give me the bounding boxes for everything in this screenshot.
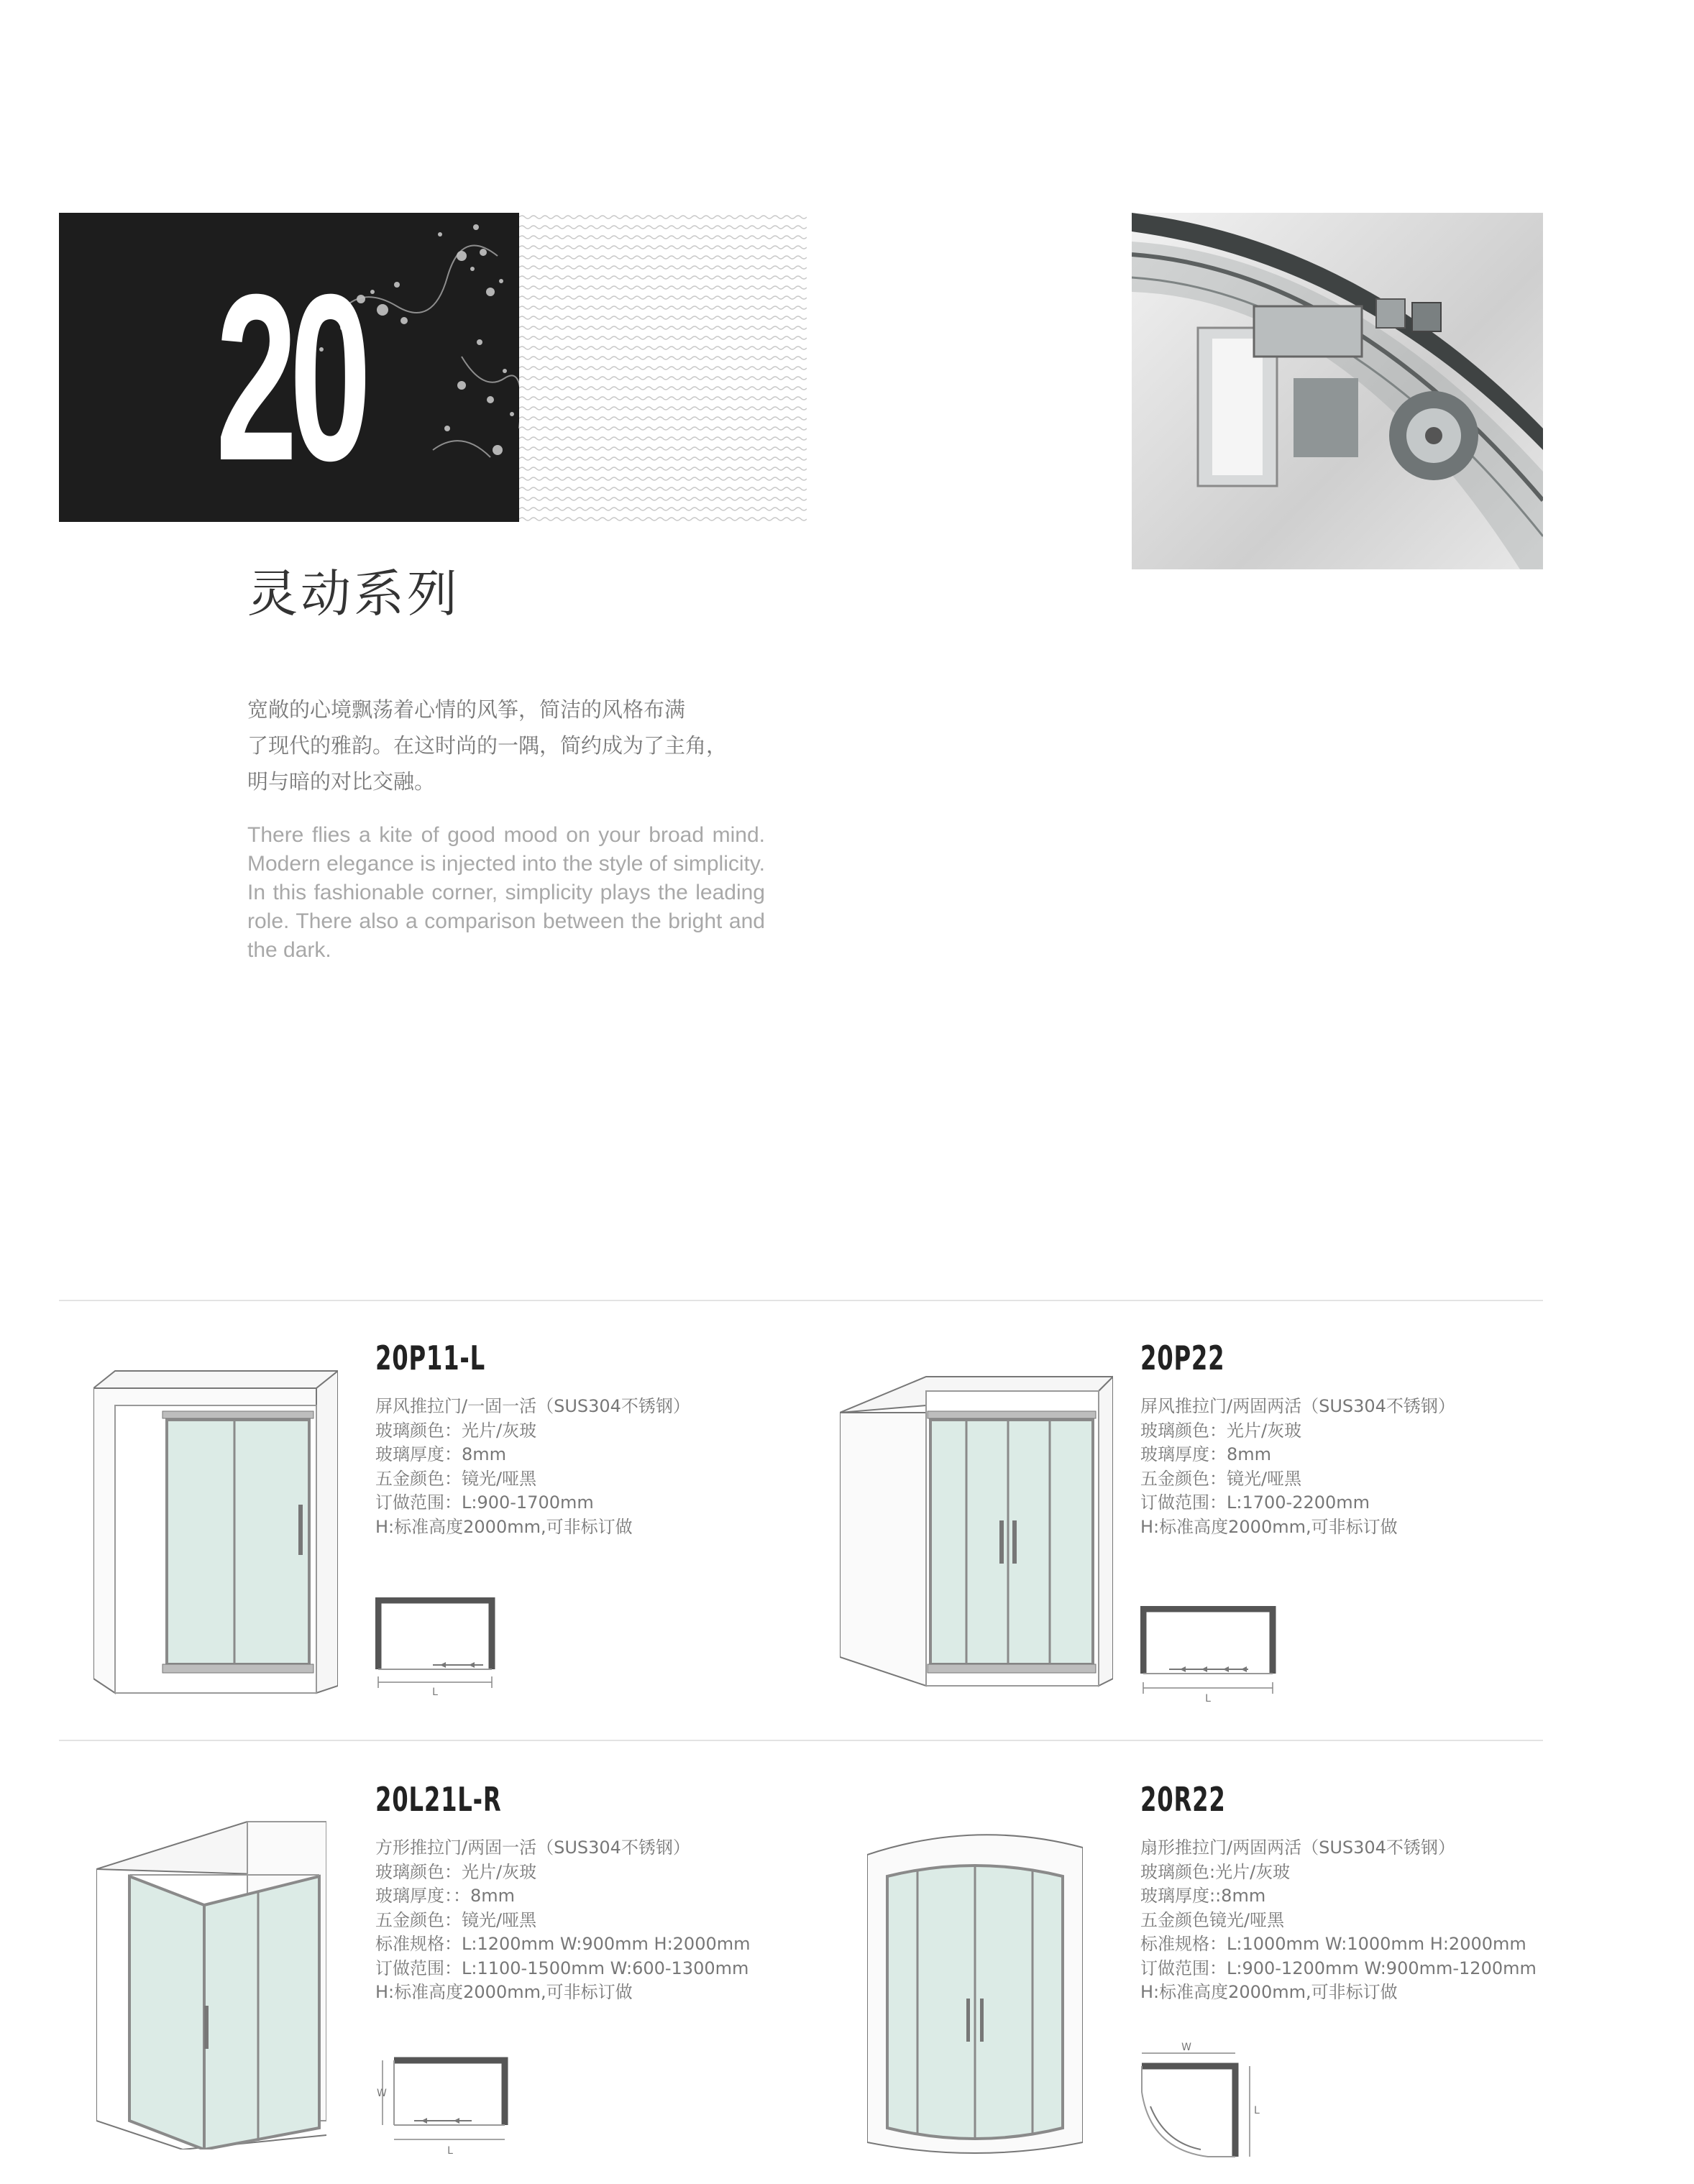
- plan-dimension-label: W: [377, 2088, 387, 2099]
- spec-line: 玻璃厚度：：8mm: [375, 1886, 516, 1906]
- product-illustration-20r22: [867, 1826, 1083, 2160]
- wave-line: [519, 236, 807, 239]
- wave-line: [519, 266, 807, 269]
- wave-pattern: [519, 213, 807, 522]
- wave-line: [519, 276, 807, 279]
- shower-screen-drawing: [840, 1369, 1113, 1700]
- floor-plan-diagram: [1140, 1606, 1277, 1707]
- spec-line: 玻璃厚度：8mm: [375, 1444, 507, 1464]
- floor-plan-20l21l-r: [371, 2053, 515, 2171]
- section-divider: [59, 1740, 1543, 1741]
- spec-line: 标准规格：L:1200mm W:900mm H:2000mm: [375, 1934, 751, 1954]
- floor-plan-20p11-l: [375, 1597, 498, 1701]
- wave-line: [519, 336, 807, 339]
- spec-line: 屏风推拉门/两固两活（SUS304不锈钢）: [1140, 1396, 1455, 1416]
- wave-line: [519, 226, 807, 229]
- roller-hardware-image: [1132, 213, 1543, 569]
- wave-line: [519, 508, 807, 510]
- shower-screen-drawing: [93, 1369, 338, 1700]
- spec-list: [1140, 1395, 1455, 1539]
- floor-plan-diagram: [1136, 2042, 1265, 2171]
- wave-line: [519, 497, 807, 500]
- wave-line: [519, 437, 807, 440]
- wave-line: [519, 326, 807, 329]
- wave-line: [519, 407, 807, 410]
- plan-dimension-label: L: [1254, 2105, 1260, 2116]
- spec-line: 玻璃颜色：光片/灰玻: [375, 1861, 537, 1882]
- spec-line: 屏风推拉门/一固一活（SUS304不锈钢）: [375, 1396, 690, 1416]
- model-name: 20P22: [1140, 1339, 1225, 1377]
- shower-screen-drawing: [96, 1819, 326, 2149]
- series-number: 20: [216, 244, 364, 510]
- spec-list: [1140, 1836, 1537, 2005]
- wave-line: [519, 387, 807, 390]
- wave-line: [519, 256, 807, 259]
- wave-line: [519, 417, 807, 420]
- spec-line: 五金颜色：镜光/哑黑: [375, 1909, 537, 1930]
- section-divider: [59, 1300, 1543, 1301]
- wave-line: [519, 286, 807, 289]
- wave-line: [519, 296, 807, 299]
- wave-line: [519, 246, 807, 249]
- wave-line: [519, 518, 807, 520]
- spec-line: 五金颜色：镜光/哑黑: [375, 1468, 537, 1489]
- series-title: 灵动系列: [247, 564, 460, 623]
- plan-dimension-label: W: [1181, 2042, 1191, 2053]
- spec-line: 订做范围：L:1700-2200mm: [1140, 1492, 1370, 1513]
- product-illustration-20p22: [840, 1369, 1113, 1703]
- spec-line: H:标准高度2000mm,可非标订做: [1140, 1982, 1398, 2002]
- plan-dimension-label: L: [1205, 1693, 1211, 1704]
- spec-line: 扇形推拉门/两固两活（SUS304不锈钢）: [1140, 1837, 1455, 1858]
- spec-line: 玻璃颜色：光片/灰玻: [375, 1420, 537, 1441]
- wave-line: [519, 216, 807, 219]
- plan-dimension-label: L: [432, 1687, 438, 1698]
- floor-plan-20p22: [1140, 1606, 1277, 1710]
- wave-lines: [519, 213, 807, 522]
- spec-line: H:标准高度2000mm,可非标订做: [375, 1516, 633, 1537]
- spec-line: 玻璃颜色：光片/灰玻: [1140, 1420, 1302, 1441]
- spec-line: 玻璃颜色:光片/灰玻: [1140, 1861, 1291, 1882]
- wave-line: [519, 357, 807, 359]
- wave-line: [519, 347, 807, 349]
- spec-line: 五金颜色镜光/哑黑: [1140, 1909, 1285, 1930]
- hardware-detail-photo: [1132, 213, 1543, 569]
- spec-line: H:标准高度2000mm,可非标订做: [1140, 1516, 1398, 1537]
- spec-line: 订做范围：L:1100-1500mm W:600-1300mm: [375, 1958, 749, 1978]
- description-cn: [247, 692, 765, 799]
- wave-line: [519, 377, 807, 380]
- wave-line: [519, 457, 807, 460]
- spec-list: [375, 1395, 690, 1539]
- description-cn-line: 明与暗的对比交融。: [247, 769, 436, 794]
- spec-line: 订做范围：L:900-1200mm W:900mm-1200mm: [1140, 1958, 1537, 1978]
- model-name: 20P11-L: [375, 1339, 485, 1377]
- floor-plan-diagram: [371, 2053, 515, 2168]
- spec-line: 玻璃厚度::8mm: [1140, 1886, 1266, 1906]
- model-name: 20L21L-R: [375, 1780, 502, 1819]
- spec-line: 玻璃厚度：8mm: [1140, 1444, 1272, 1464]
- wave-line: [519, 447, 807, 450]
- product-illustration-20l21l-r: [96, 1819, 326, 2152]
- wave-line: [519, 467, 807, 470]
- shower-screen-drawing: [867, 1826, 1083, 2157]
- spec-line: 方形推拉门/两固一活（SUS304不锈钢）: [375, 1837, 690, 1858]
- spec-line: 订做范围：L:900-1700mm: [375, 1492, 594, 1513]
- wave-line: [519, 487, 807, 490]
- product-illustration-20p11-l: [93, 1369, 338, 1703]
- wave-line: [519, 427, 807, 430]
- wave-line: [519, 367, 807, 370]
- spec-line: 标准规格：L:1000mm W:1000mm H:2000mm: [1140, 1934, 1526, 1954]
- spec-line: 五金颜色：镜光/哑黑: [1140, 1468, 1302, 1489]
- floor-plan-diagram: [375, 1597, 498, 1698]
- wave-line: [519, 477, 807, 480]
- description-cn-line: 了现代的雅韵。在这时尚的一隅，简约成为了主角，: [247, 733, 728, 758]
- spec-line: H:标准高度2000mm,可非标订做: [375, 1982, 633, 2002]
- description-en: There flies a kite of good mood on your broad mind. Modern elegance is injected into the style of simplicity. In this fashionable corner, simplicity plays the leading role. There also a comparison between the bright and the dark.: [247, 823, 765, 962]
- wave-line: [519, 397, 807, 400]
- description-cn-line: 宽敞的心境飘荡着心情的风筝，简洁的风格布满: [247, 697, 686, 722]
- floor-plan-20r22: [1136, 2042, 1265, 2174]
- plan-dimension-label: L: [447, 2145, 453, 2157]
- spec-list: [375, 1836, 751, 2005]
- wave-line: [519, 306, 807, 309]
- wave-line: [519, 316, 807, 319]
- model-name: 20R22: [1140, 1780, 1226, 1819]
